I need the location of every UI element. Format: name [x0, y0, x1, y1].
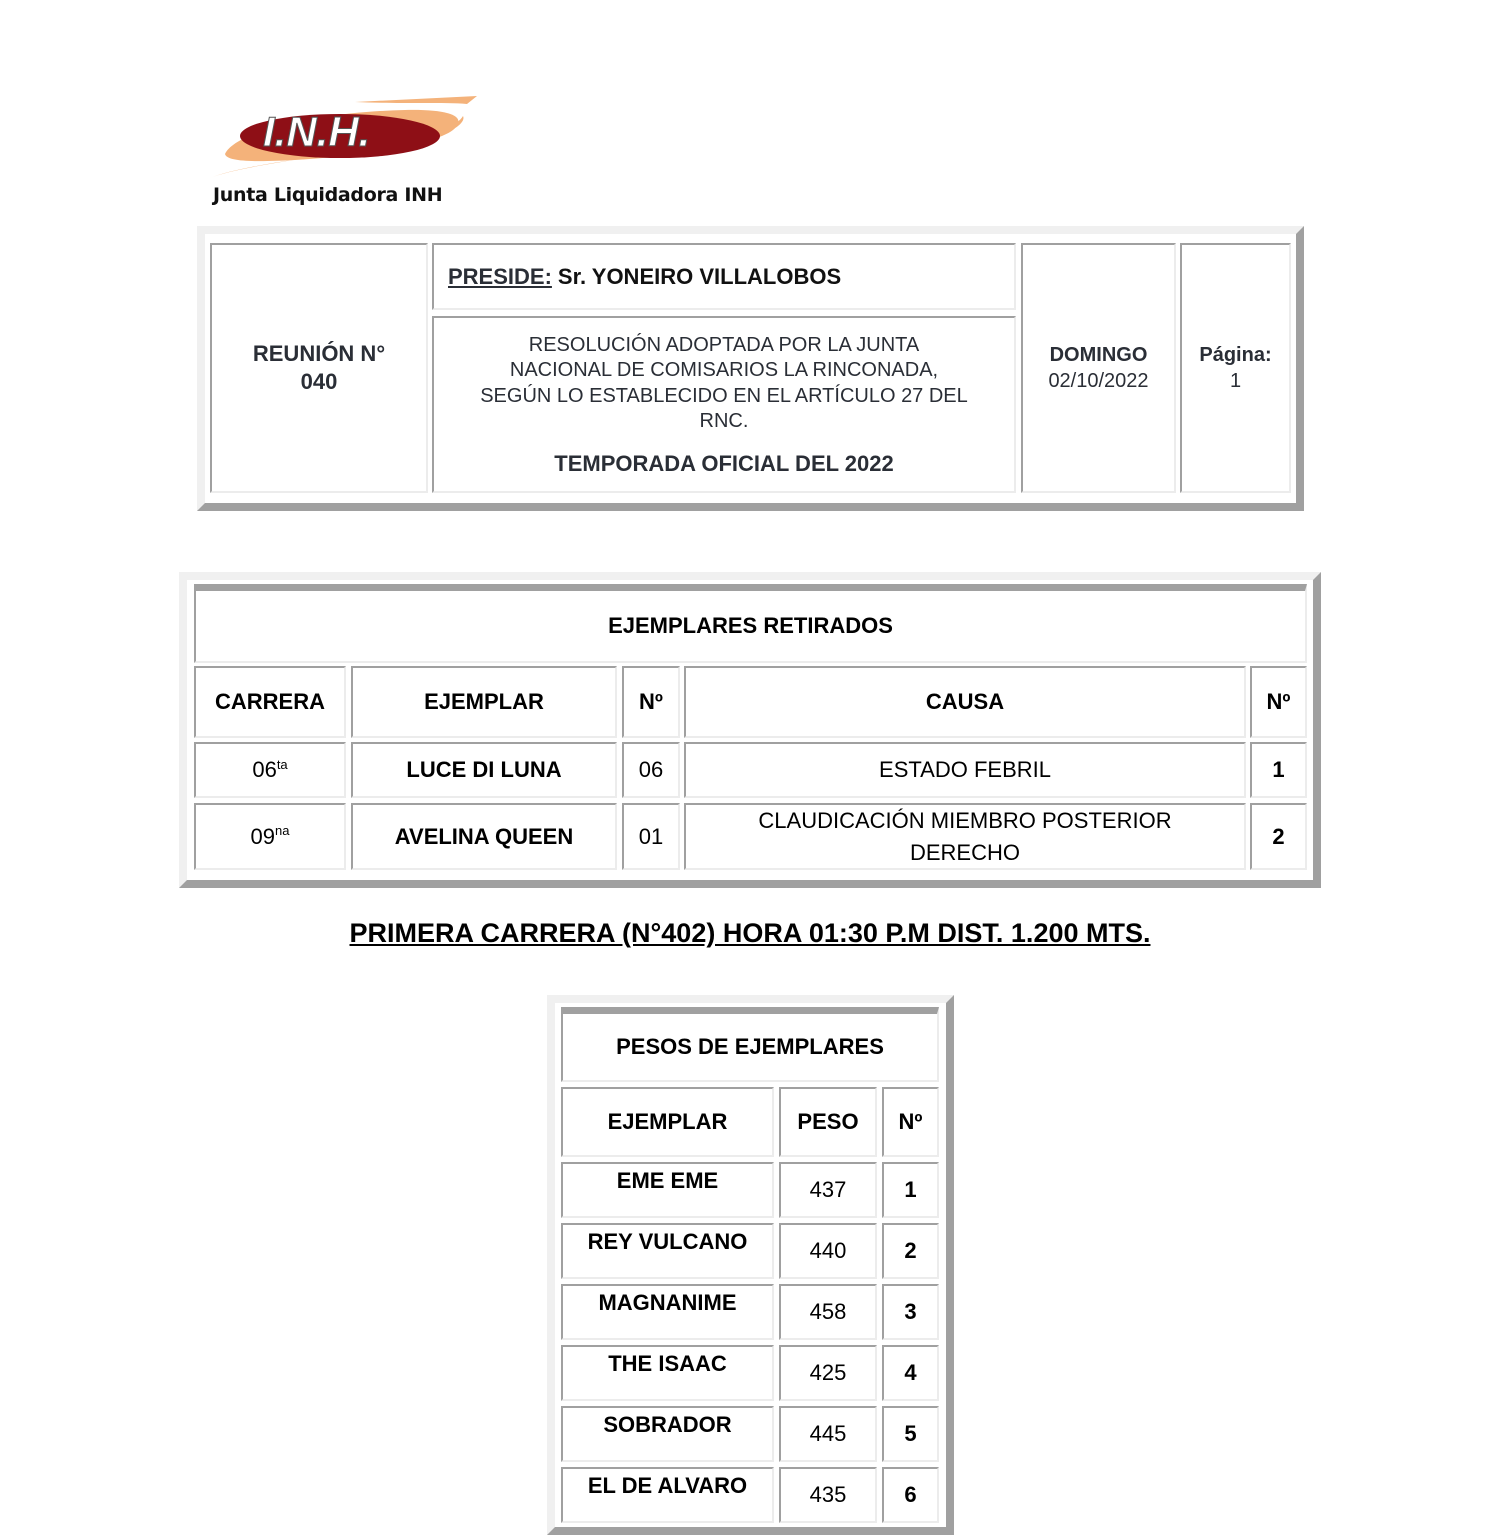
page-cell: [1180, 243, 1291, 493]
table-row-ejemplar: THE ISAAC: [561, 1345, 774, 1401]
race-title: PRIMERA CARRERA (N°402) HORA 01:30 P.M DIST. 1.200 MTS.: [349, 918, 1151, 948]
table-row-orden: 2: [1250, 803, 1307, 870]
col-header-carrera: CARRERA: [194, 666, 346, 738]
preside-cell: [432, 243, 1016, 310]
temporada-title: TEMPORADA OFICIAL DEL 2022: [554, 450, 894, 476]
table-row-numero: 1: [882, 1162, 939, 1218]
table-row-peso: 445: [779, 1406, 877, 1462]
table-row-numero: 4: [882, 1345, 939, 1401]
table-row-numero: 2: [882, 1223, 939, 1279]
svg-text:I.N.H.: I.N.H.: [263, 108, 371, 155]
table-row-ejemplar: EL DE ALVARO: [561, 1467, 774, 1523]
table-row-peso: 440: [779, 1223, 877, 1279]
date-cell: [1021, 243, 1176, 493]
reunion-label: REUNIÓN N°: [252, 341, 386, 366]
table-row-peso: 435: [779, 1467, 877, 1523]
table-row-causa: CLAUDICACIÓN MIEMBRO POSTERIOR DERECHO: [684, 803, 1246, 870]
table-row-peso: 458: [779, 1284, 877, 1340]
preside-label: PRESIDE:: [448, 263, 552, 289]
table-row-peso: 425: [779, 1345, 877, 1401]
inh-logo-icon: [205, 94, 485, 184]
table-row-ejemplar: SOBRADOR: [561, 1406, 774, 1462]
table-row-ejemplar: LUCE DI LUNA: [351, 742, 617, 798]
page-number: 1: [1229, 370, 1242, 392]
page-label: Página:: [1199, 344, 1272, 366]
table-row-numero: 6: [882, 1467, 939, 1523]
table-row-ejemplar: MAGNANIME: [561, 1284, 774, 1340]
col-header-numero: Nº: [622, 666, 680, 738]
table-row-numero: 5: [882, 1406, 939, 1462]
col-header-orden: Nº: [1250, 666, 1307, 738]
table-row-causa: ESTADO FEBRIL: [684, 742, 1246, 798]
col-header-numero: Nº: [882, 1087, 939, 1157]
table-row-numero: 01: [622, 803, 680, 870]
preside-name: Sr. YONEIRO VILLALOBOS: [557, 263, 842, 289]
table-row-carrera: 06 $^{ta}$: [194, 742, 346, 798]
col-header-peso: PESO: [779, 1087, 877, 1157]
resolution-line: RNC.: [699, 410, 749, 433]
table-row-peso: 437: [779, 1162, 877, 1218]
pesos-title: PESOS DE EJEMPLARES: [561, 1007, 939, 1082]
table-row-carrera: 09 $^{na}$: [194, 803, 346, 870]
inh-logo: [205, 94, 485, 214]
resolution-line: RESOLUCIÓN ADOPTADA POR LA JUNTA: [528, 333, 920, 356]
resolution-line: NACIONAL DE COMISARIOS LA RINCONADA,: [509, 359, 939, 382]
date-value: 02/10/2022: [1048, 370, 1149, 392]
table-row-ejemplar: REY VULCANO: [561, 1223, 774, 1279]
table-row-numero: 06: [622, 742, 680, 798]
resolution-line: SEGÚN LO ESTABLECIDO EN EL ARTÍCULO 27 DEL: [480, 384, 968, 407]
col-header-ejemplar: EJEMPLAR: [561, 1087, 774, 1157]
table-row-ejemplar: AVELINA QUEEN: [351, 803, 617, 870]
logo-caption: Junta Liquidadora INH: [213, 184, 443, 206]
table-row-numero: 3: [882, 1284, 939, 1340]
resolution-cell: [432, 316, 1016, 493]
table-row-orden: 1: [1250, 742, 1307, 798]
pesos-table: [547, 995, 954, 1535]
col-header-ejemplar: EJEMPLAR: [351, 666, 617, 738]
reunion-number: 040: [300, 369, 338, 394]
reunion-cell: [210, 243, 428, 493]
day-label: DOMINGO: [1049, 344, 1148, 366]
retirados-table: [179, 572, 1321, 888]
col-header-causa: CAUSA: [684, 666, 1246, 738]
meeting-header-table: [197, 226, 1304, 511]
table-row-ejemplar: EME EME: [561, 1162, 774, 1218]
retirados-title: EJEMPLARES RETIRADOS: [194, 584, 1307, 663]
